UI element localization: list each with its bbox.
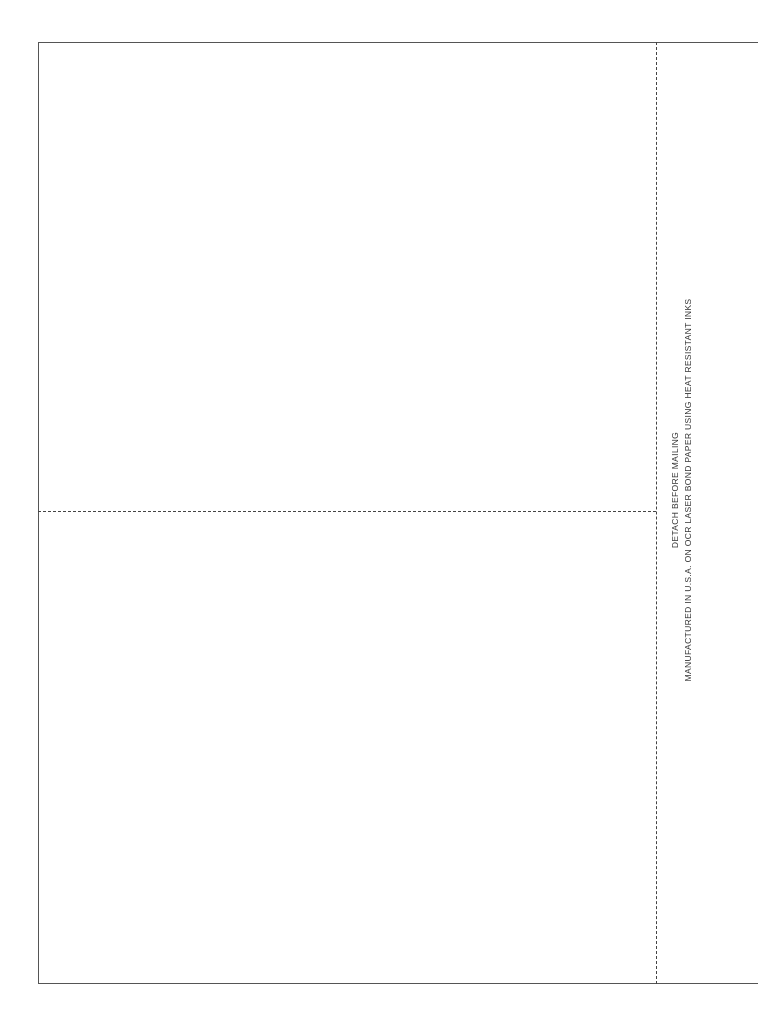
form-copy-lower: [72, 540, 640, 954]
manufactured-text: MANUFACTURED IN U.S.A. ON OCR LASER BOND PAPER USING HEAT RESISTANT INKS: [683, 298, 693, 682]
horizontal-perforation: [38, 511, 656, 512]
detach-text: DETACH BEFORE MAILING: [670, 431, 680, 549]
margin-text: [669, 280, 695, 700]
form-copy-upper: [72, 71, 640, 485]
vertical-perforation: [656, 42, 657, 984]
